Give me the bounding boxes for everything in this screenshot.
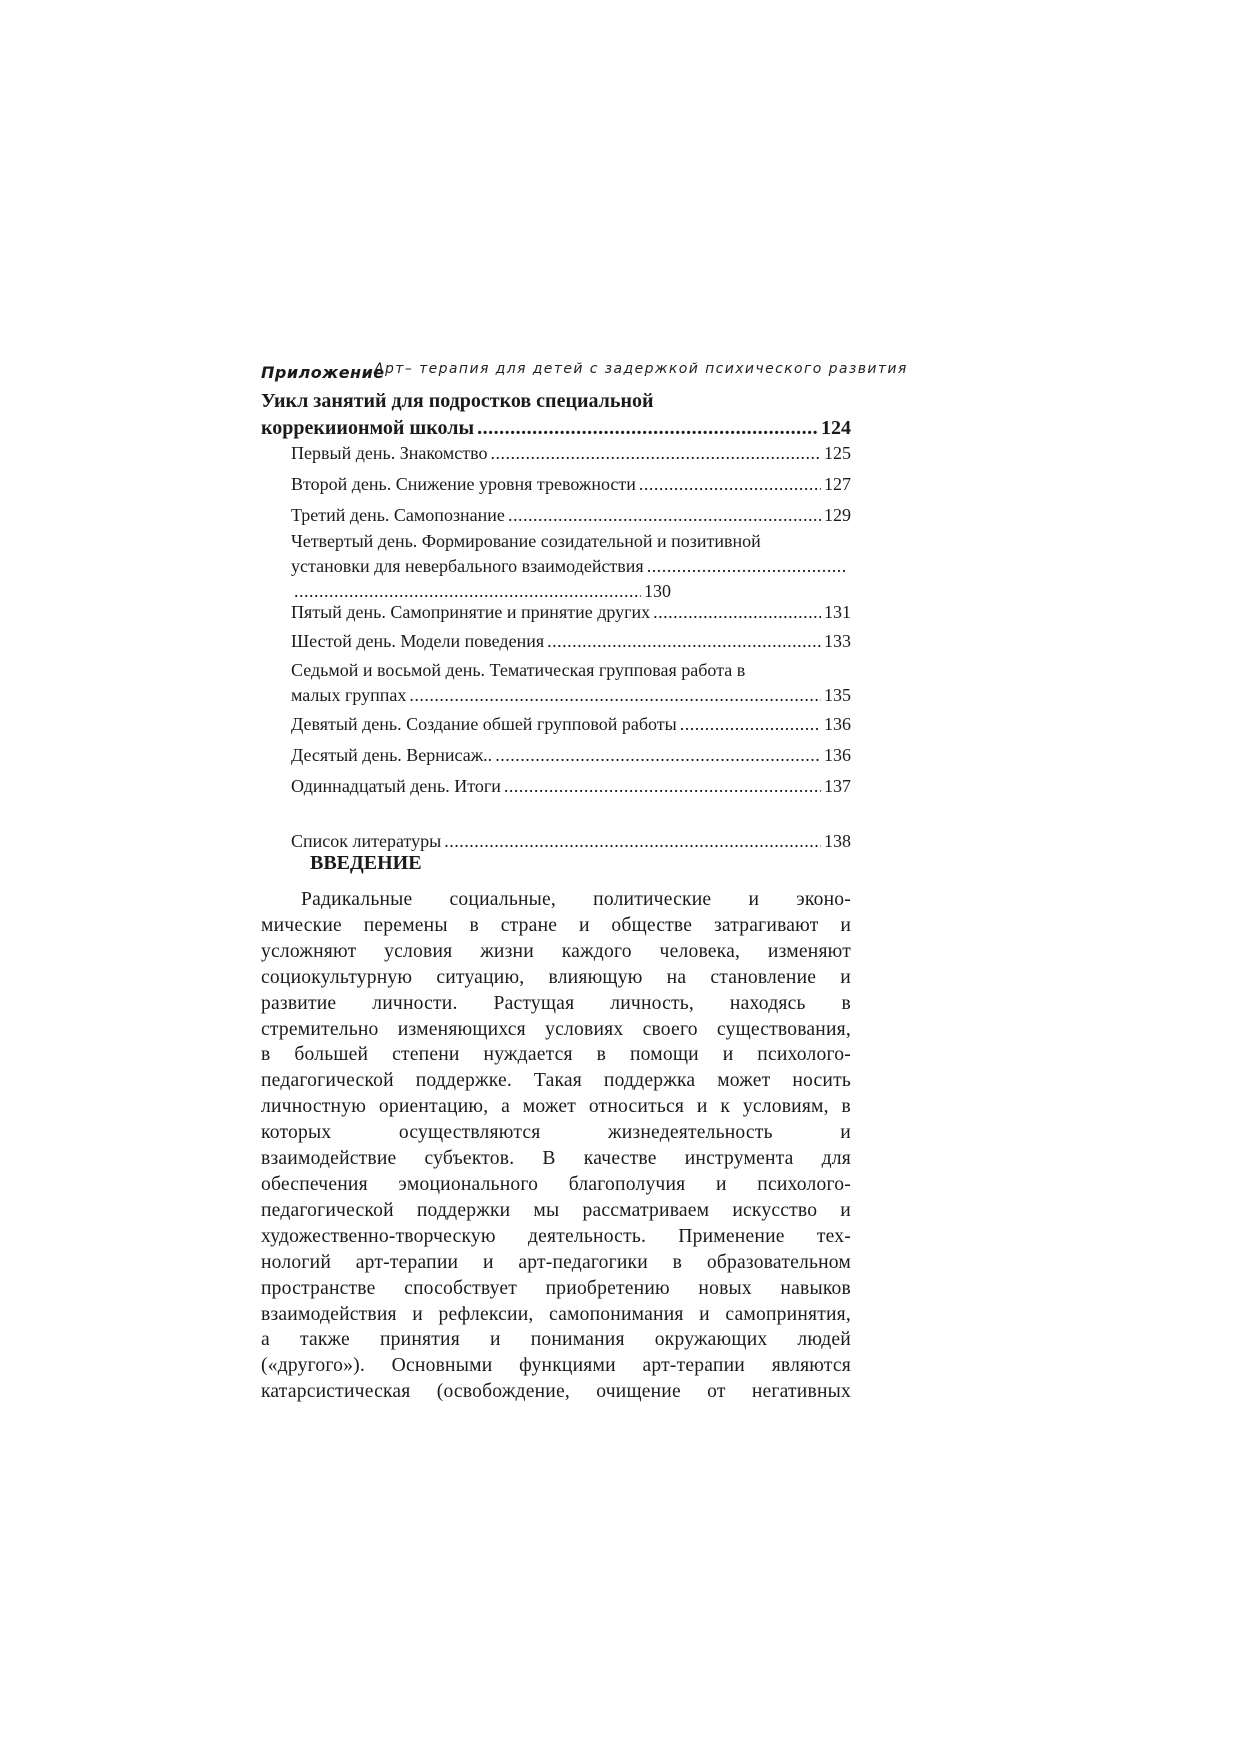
body-line: социокультурную ситуацию, влияющую на становление и [261, 966, 851, 988]
toc-entry-page: 136 [824, 714, 851, 734]
toc-entry-label-line1: Седьмой и восьмой день. Тематическая групповая работа в [291, 660, 746, 680]
toc-entry-label-line1: Четвертый день. Формирование созидательной и позитивной [291, 531, 761, 551]
toc-title-page: 124 [821, 417, 851, 439]
body-line: обеспечения эмоционального благополучия и психолого- [261, 1173, 851, 1195]
toc-entry-label-line2: установки для невербального взаимодействия [291, 556, 644, 576]
toc-entry-label: Шестой день. Модели поведения [291, 631, 545, 651]
toc-entry-page: 135 [824, 685, 851, 705]
body-line: («другого»). Основными функциями арт-терапии являются [261, 1355, 851, 1377]
toc-title-line1: Уикл занятий для подростков специальной [261, 390, 654, 412]
dot-leader [653, 600, 821, 625]
toc-entry [291, 774, 851, 799]
body-line: стремительно изменяющихся условиях своего существования, [261, 1018, 851, 1040]
toc-entry-page: 138 [824, 831, 851, 851]
toc-entry-page: 127 [824, 474, 851, 494]
toc-entry-label: Десятый день. Вернисаж.. [291, 745, 493, 765]
toc-entry-page: 130 [644, 581, 671, 601]
toc-entry-label: Список литературы [291, 831, 442, 851]
body-line: катарсистическая (освобождение, очищение от негативных [261, 1381, 851, 1403]
toc-entry-page: 137 [824, 776, 851, 796]
running-header [261, 361, 921, 383]
toc-entry [291, 441, 851, 466]
toc-entry-page: 133 [824, 631, 851, 651]
body-line: мические перемены в стране и обществе затрагивают и [261, 914, 851, 936]
toc-entry [291, 529, 851, 604]
dot-leader [409, 683, 821, 708]
toc-title-line2: коррекиионмой школы [261, 417, 475, 439]
toc-entry-page: 131 [824, 602, 851, 622]
introduction-heading: ВВЕДЕНИЕ [310, 852, 422, 874]
dot-leader [444, 829, 821, 854]
toc-entry-label: Третий день. Самопознание [291, 505, 505, 525]
toc-entry-label: Первый день. Знакомство [291, 443, 488, 463]
body-line: а также принятия и понимания окружающих людей [261, 1329, 851, 1351]
body-line: нологий арт-терапии и арт-педагогики в образовательном [261, 1251, 851, 1273]
dot-leader [490, 441, 821, 466]
dot-leader [477, 415, 818, 442]
toc-entry [291, 503, 851, 528]
dot-leader [508, 503, 821, 528]
toc-entry [291, 829, 851, 854]
toc-entry-page: 125 [824, 443, 851, 463]
dot-leader [547, 629, 821, 654]
toc-entry-label: Одиннадцатый день. Итоги [291, 776, 501, 796]
header-book-title: Арт– терапия для детей с задержкой психического развития [374, 361, 908, 377]
body-line: Радикальные социальные, политические и эконо- [301, 889, 851, 910]
dot-leader [504, 774, 821, 799]
toc-entry-label: Девятый день. Создание обшей групповой работы [291, 714, 677, 734]
toc-entry [291, 658, 851, 708]
toc-entry [291, 629, 851, 654]
toc-entry-page: 129 [824, 505, 851, 525]
toc-entry-label-line2: малых группах [291, 685, 407, 705]
body-line: взаимодействия и рефлексии, самопонимания и самопринятия, [261, 1303, 851, 1325]
body-line: в большей степени нуждается в помощи и психолого- [261, 1044, 851, 1066]
toc-entry-page: 136 [824, 745, 851, 765]
dot-leader [495, 743, 821, 768]
body-line: личностную ориентацию, а может относиться и к условиям, в [261, 1096, 851, 1118]
body-line: педагогической поддержки мы рассматриваем искусство и [261, 1199, 851, 1221]
toc-section-title [261, 388, 851, 442]
body-line: пространстве способствует приобретению новых навыков [261, 1277, 851, 1299]
body-line: взаимодействие субъектов. В качестве инструмента для [261, 1148, 851, 1170]
dot-leader [647, 554, 848, 579]
body-line: которых осуществляются жизнедеятельность и [261, 1122, 851, 1144]
toc-entry [291, 743, 851, 768]
toc-entry-label: Пятый день. Самопринятие и принятие других [291, 602, 651, 622]
dot-leader [639, 472, 821, 497]
body-line: развитие личности. Растущая личность, находясь в [261, 992, 851, 1014]
body-line: художественно-творческую деятельность. Применение тех- [261, 1225, 851, 1247]
toc-entry [291, 600, 851, 625]
body-line: усложняют условия жизни каждого человека, изменяют [261, 940, 851, 962]
toc-entry [291, 712, 851, 737]
header-section-label: Приложение [261, 363, 385, 382]
body-line: педагогической поддержке. Такая поддержка может носить [261, 1070, 851, 1092]
introduction-body [261, 887, 851, 1405]
dot-leader [680, 712, 821, 737]
toc-entry [291, 472, 851, 497]
toc-entry-label: Второй день. Снижение уровня тревожности [291, 474, 636, 494]
